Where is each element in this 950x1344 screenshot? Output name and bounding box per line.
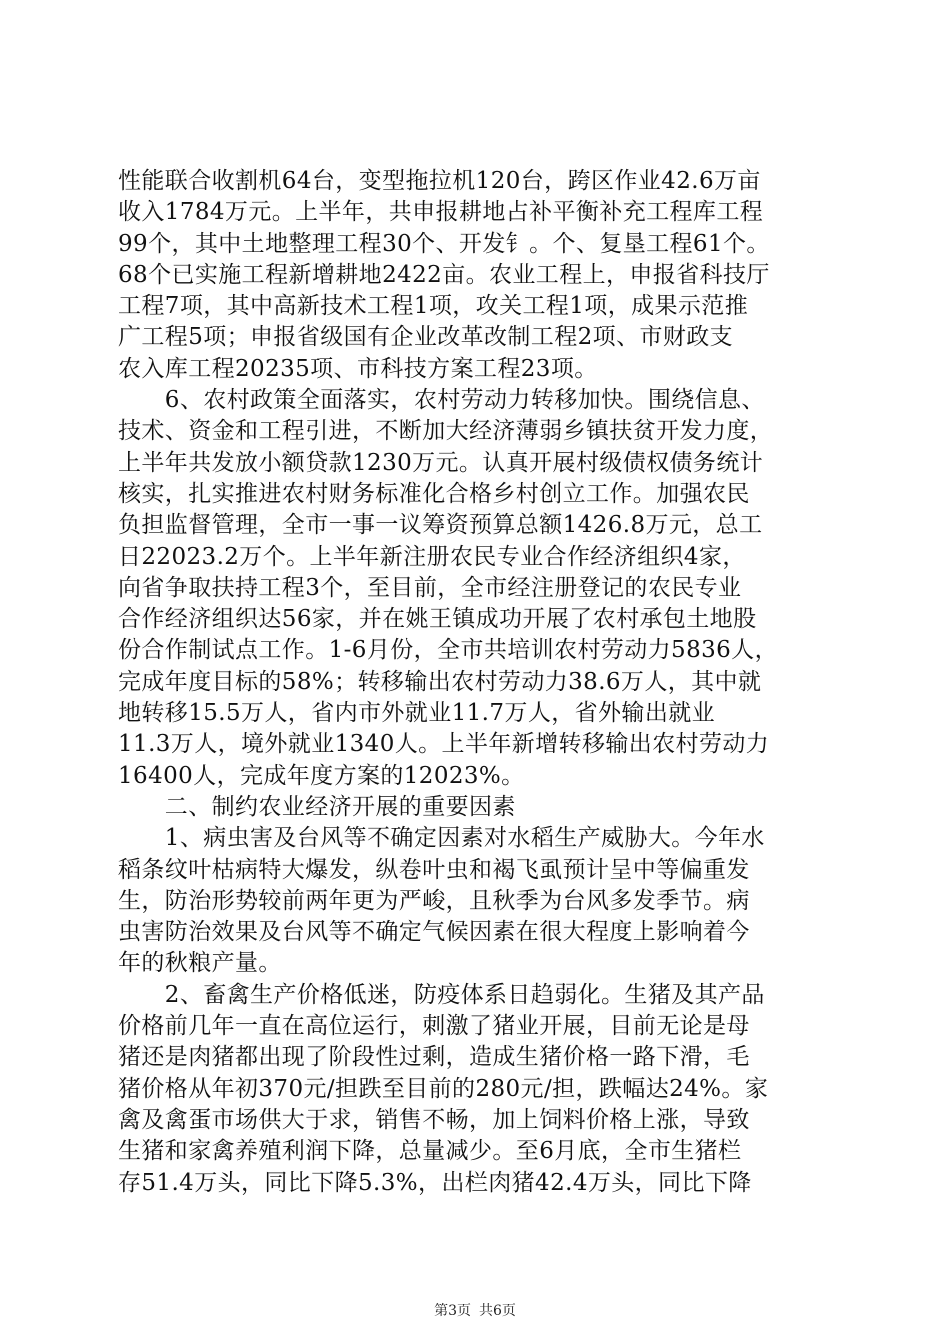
page-total: 共6页 bbox=[479, 1303, 516, 1319]
text-line: 1、病虫害及台风等不确定因素对水稻生产威胁大。今年水 bbox=[118, 825, 765, 852]
text-line: 份合作制试点工作。1-6月份，全市共培训农村劳动力5836人， bbox=[118, 637, 778, 664]
text-line: 日22023.2万个。上半年新注册农民专业合作经济组织4家， bbox=[118, 543, 746, 570]
text-line: 工程7项，其中高新技术工程1项，攻关工程1项，成果示范推 bbox=[118, 293, 749, 320]
text-line: 年的秋粮产量。 bbox=[118, 950, 282, 977]
text-line: 核实，扎实推进农村财务标准化合格乡村创立工作。加强农民 bbox=[118, 480, 750, 507]
text-line: 68个已实施工程新增耕地2422亩。农业工程上，申报省科技厅 bbox=[118, 261, 770, 288]
text-line: 猪还是肉猪都出现了阶段性过剩，造成生猪价格一路下滑，毛 bbox=[118, 1044, 750, 1071]
text-line: 性能联合收割机64台，变型拖拉机120台，跨区作业42.6万亩 bbox=[118, 168, 761, 194]
text-line: 存51.4万头，同比下降5.3%，出栏肉猪42.4万头，同比下降 bbox=[118, 1169, 752, 1196]
text-line: 禽及禽蛋市场供大于求，销售不畅，加上饲料价格上涨，导致 bbox=[118, 1106, 750, 1133]
text-line: 11.3万人，境外就业1340人。上半年新增转移输出农村劳动力 bbox=[118, 731, 770, 758]
text-line: 价格前几年一直在高位运行，刺激了猪业开展，目前无论是母 bbox=[118, 1013, 750, 1040]
page-footer bbox=[0, 1300, 950, 1320]
page-number: 第3页 bbox=[434, 1303, 471, 1319]
text-line: 生，防治形势较前两年更为严峻，且秋季为台风多发季节。病 bbox=[118, 887, 750, 914]
text-line: 向省争取扶持工程3个，至目前，全市经注册登记的农民专业 bbox=[118, 574, 742, 601]
text-line: 虫害防治效果及台风等不确定气候因素在很大程度上影响着今 bbox=[118, 919, 750, 946]
text-line: 6、农村政策全面落实，农村劳动力转移加快。围绕信息、 bbox=[118, 387, 765, 414]
section-heading: 二、制约农业经济开展的重要因素 bbox=[118, 793, 516, 820]
text-line: 完成年度目标的58%；转移输出农村劳动力38.6万人，其中就 bbox=[118, 668, 762, 695]
text-line: 技术、资金和工程引进，不断加大经济薄弱乡镇扶贫开发力度， bbox=[118, 418, 774, 445]
text-line: 农入库工程20235项、市科技方案工程23项。 bbox=[118, 355, 598, 382]
text-line: 生猪和家禽养殖利润下降，总量减少。至6月底，全市生猪栏 bbox=[118, 1138, 742, 1165]
text-line: 地转移15.5万人，省内市外就业11.7万人，省外输出就业 bbox=[118, 700, 716, 727]
text-line: 负担监督管理，全市一事一议筹资预算总额1426.8万元，总工 bbox=[118, 512, 763, 539]
text-line: 广工程5项；申报省级国有企业改革改制工程2项、市财政支 bbox=[118, 324, 734, 351]
text-line: 2、畜禽生产价格低迷，防疫体系日趋弱化。生猪及其产品 bbox=[118, 981, 765, 1008]
text-line: 16400人，完成年度方案的12023%。 bbox=[118, 762, 525, 789]
text-line: 猪价格从年初370元/担跌至目前的280元/担，跌幅达24%。家 bbox=[118, 1075, 769, 1102]
text-line: 合作经济组织达56家，并在姚王镇成功开展了农村承包土地股 bbox=[118, 606, 757, 633]
text-line: 99个，其中土地整理工程30个、开发钅。个、复垦工程61个。 bbox=[118, 230, 770, 257]
text-line: 稻条纹叶枯病特大爆发，纵卷叶虫和褐飞虱预计呈中等偏重发 bbox=[118, 856, 750, 883]
text-line: 上半年共发放小额贷款1230万元。认真开展村级债权债务统计 bbox=[118, 449, 764, 476]
text-line: 收入1784万元。上半年，共申报耕地占补平衡补充工程库工程 bbox=[118, 199, 764, 226]
document-body bbox=[118, 166, 834, 1199]
